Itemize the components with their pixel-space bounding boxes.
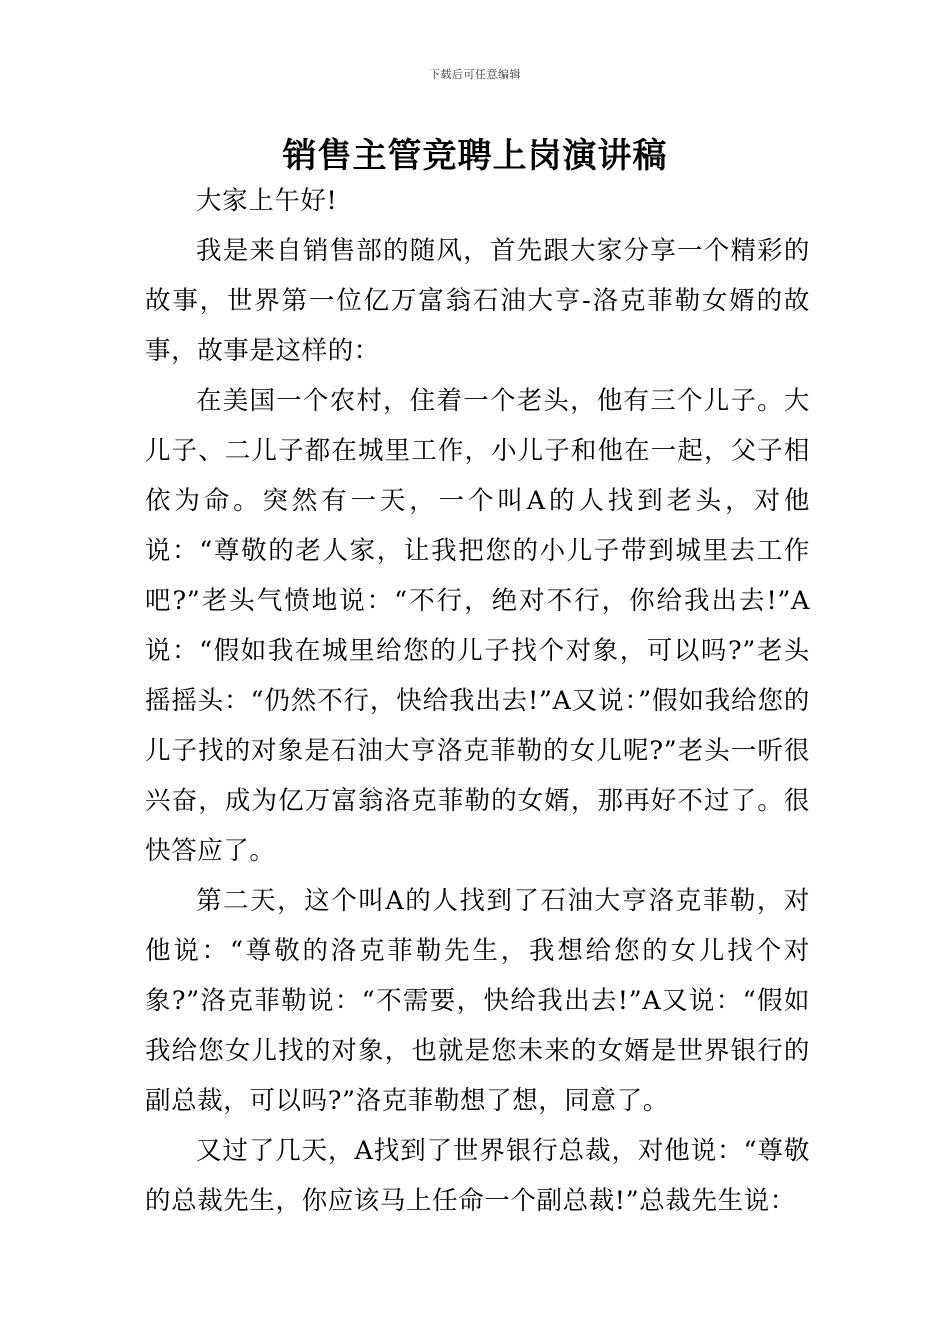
- document-body: [145, 176, 810, 1226]
- paragraph-greeting: 大家上午好!: [196, 186, 338, 216]
- paragraph-story-2: 第二天，这个叫A的人找到了石油大亨洛克菲勒，对他说：“尊敬的洛克菲勒先生，我想给您的女儿找个对象?”洛克菲勒说：“不需要，快给我出去!”A又说：“假如我给您女儿找的对象，也就是您未来的女婿是世界银行的副总裁，可以吗?”洛克菲勒想了想，同意了。: [145, 886, 810, 1116]
- paragraph-story-1: 在美国一个农村，住着一个老头，他有三个儿子。大儿子、二儿子都在城里工作，小儿子和他在一起，父子相依为命。突然有一天，一个叫A的人找到老头，对他说：“尊敬的老人家，让我把您的小儿子带到城里去工作吧?”老头气愤地说：“不行，绝对不行，你给我出去!”A说：“假如我在城里给您的儿子找个对象，可以吗?”老头摇摇头：“仍然不行，快给我出去!”A又说：”假如我给您的儿子找的对象是石油大亨洛克菲勒的女儿呢?”老头一听很兴奋，成为亿万富翁洛克菲勒的女婿，那再好不过了。很快答应了。: [145, 386, 810, 866]
- paragraph-story-3: 又过了几天，A找到了世界银行总裁，对他说：“尊敬的总裁先生，你应该马上任命一个副总裁!”总裁先生说：: [145, 1136, 810, 1216]
- page-header-note: 下载后可任意编辑: [429, 68, 521, 81]
- document-title: 销售主管竞聘上岗演讲稿: [282, 136, 668, 176]
- paragraph-intro: 我是来自销售部的随风，首先跟大家分享一个精彩的故事，世界第一位亿万富翁石油大亨-洛克菲勒女婿的故事，故事是这样的：: [145, 236, 810, 366]
